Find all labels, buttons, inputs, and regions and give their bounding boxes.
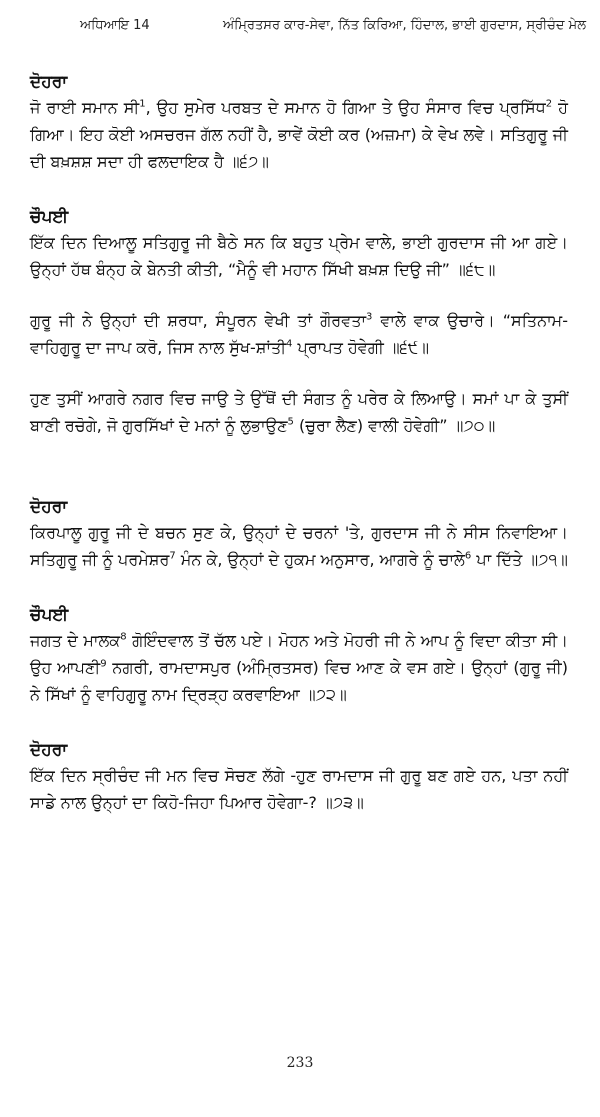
- verse-paragraph: ਹੁਣ ਤੁਸੀਂ ਆਗਰੇ ਨਗਰ ਵਿਚ ਜਾਉ ਤੇ ਉੱਥੋਂ ਦੀ ਸੰਗਤ ਨੂੰ ਪਰੇਰ ਕੇ ਲਿਆਉ। ਸਮਾਂ ਪਾ ਕੇ ਤੁਸੀਂ ਬਾਣੀ ਰਚੋਗੇ, ਜੋ ਗੁਰਸਿੱਖਾਂ ਦੇ ਮਨਾਂ ਨੂੰ ਲੁਭਾਉਣ$^5$ (ਚੁਰਾ ਲੈਣ) ਵਾਲੀ ਹੋਵੇਗੀ” ॥੭੦॥: [30, 389, 568, 435]
- verse-paragraph: ਇੱਕ ਦਿਨ ਦਿਆਲੂ ਸਤਿਗੁਰੂ ਜੀ ਬੈਠੇ ਸਨ ਕਿ ਬਹੁਤ ਪ੍ਰੇਮ ਵਾਲੇ, ਭਾਈ ਗੁਰਦਾਸ ਜੀ ਆ ਗਏ। ਉਨ੍ਹਾਂ ਹੱਥ ਬੰਨ੍ਹ ਕੇ ਬੇਨਤੀ ਕੀਤੀ, “ਮੈਨੂੰ ਵੀ ਮਹਾਨ ਸਿੱਖੀ ਬਖ਼ਸ਼ ਦਿਉ ਜੀ” ॥੬੮॥: [30, 233, 568, 279]
- verse-heading: ਦੋਹਰਾ: [30, 740, 68, 760]
- footnote-marker: 2: [545, 98, 553, 110]
- verse-paragraph: ਜੋ ਰਾਈ ਸਮਾਨ ਸੀ$^1$, ਉਹ ਸੁਮੇਰ ਪਰਬਤ ਦੇ ਸਮਾਨ ਹੋ ਗਿਆ ਤੇ ਉਹ ਸੰਸਾਰ ਵਿਚ ਪ੍ਰਸਿੱਧ$^2$ ਹੋ ਗਿਆ। ਇਹ ਕੋਈ ਅਸਚਰਜ ਗੱਲ ਨਹੀਂ ਹੈ, ਭਾਵੇਂ ਕੋਈ ਕਰ (ਅਜ਼ਮਾ) ਕੇ ਵੇਖ ਲਵੇ। ਸਤਿਗੁਰੂ ਜੀ ਦੀ ਬਖ਼ਸ਼ਸ਼ ਸਦਾ ਹੀ ਫਲਦਾਇਕ ਹੈ ॥੬੭॥: [30, 98, 568, 171]
- verse-section-1: [30, 70, 568, 175]
- footnote-marker: 3: [366, 311, 373, 323]
- verse-heading: ਚੌਪਈ: [30, 605, 69, 625]
- footnote-marker: 4: [286, 338, 293, 350]
- footnote-marker: 5: [287, 416, 294, 428]
- chapter-label: ਅਧਿਆਇ 14: [80, 18, 150, 33]
- footnote-marker: 1: [139, 98, 146, 110]
- page-body: [30, 70, 568, 816]
- running-header: [80, 18, 586, 33]
- verse-paragraph: ਜਗਤ ਦੇ ਮਾਲਕ$^8$ ਗੋਇੰਦਵਾਲ ਤੋਂ ਚੱਲ ਪਏ। ਮੋਹਨ ਅਤੇ ਮੋਹਰੀ ਜੀ ਨੇ ਆਪ ਨੂੰ ਵਿਦਾ ਕੀਤਾ ਸੀ। ਉਹ ਆਪਣੀ$^9$ ਨਗਰੀ, ਰਾਮਦਾਸਪੁਰ (ਅੰਮ੍ਰਿਤਸਰ) ਵਿਚ ਆਣ ਕੇ ਵਸ ਗਏ। ਉਨ੍ਹਾਂ (ਗੁਰੂ ਜੀ) ਨੇ ਸਿੱਖਾਂ ਨੂੰ ਵਾਹਿਗੁਰੂ ਨਾਮ ਦ੍ਰਿੜ੍ਹ ਕਰਵਾਇਆ ॥੭੨॥: [30, 631, 569, 704]
- footnote-marker: 9: [100, 658, 107, 670]
- chapter-topic: ਅੰਮ੍ਰਿਤਸਰ ਕਾਰ-ਸੇਵਾ, ਨਿੱਤ ਕਿਰਿਆ, ਹਿੰਦਾਲ, ਭਾਈ ਗੁਰਦਾਸ, ਸ੍ਰੀਚੰਦ ਮੇਲ: [223, 18, 586, 33]
- verse-heading: ਦੋਹਰਾ: [30, 72, 68, 92]
- verse-heading: ਚੌਪਈ: [30, 207, 69, 227]
- verse-paragraph: ਇੱਕ ਦਿਨ ਸ੍ਰੀਚੰਦ ਜੀ ਮਨ ਵਿਚ ਸੋਚਣ ਲੱਗੇ -ਹੁਣ ਰਾਮਦਾਸ ਜੀ ਗੁਰੂ ਬਣ ਗਏ ਹਨ, ਪਤਾ ਨਹੀਂ ਸਾਡੇ ਨਾਲ ਉਨ੍ਹਾਂ ਦਾ ਕਿਹੋ-ਜਿਹਾ ਪਿਆਰ ਹੋਵੇਗਾ-? ॥੭੩॥: [30, 766, 568, 812]
- verse-paragraph: ਕਿਰਪਾਲੂ ਗੁਰੂ ਜੀ ਦੇ ਬਚਨ ਸੁਣ ਕੇ, ਉਨ੍ਹਾਂ ਦੇ ਚਰਨਾਂ 'ਤੇ, ਗੁਰਦਾਸ ਜੀ ਨੇ ਸੀਸ ਨਿਵਾਇਆ। ਸਤਿਗੁਰੂ ਜੀ ਨੂੰ ਪਰਮੇਸ਼ਰ$^7$ ਮੰਨ ਕੇ, ਉਨ੍ਹਾਂ ਦੇ ਹੁਕਮ ਅਨੁਸਾਰ, ਆਗਰੇ ਨੂੰ ਚਾਲੇ$^6$ ਪਾ ਦਿੱਤੇ ॥੭੧॥: [30, 523, 568, 569]
- page-number: 233: [286, 1055, 314, 1071]
- footnote-marker: 8: [120, 631, 127, 643]
- verse-section-2: [30, 205, 568, 439]
- verse-section-5: [30, 738, 568, 816]
- footnote-marker: 6: [464, 550, 472, 562]
- footnote-marker: 7: [169, 550, 176, 562]
- verse-heading: ਦੋਹਰਾ: [30, 497, 68, 517]
- verse-paragraph: ਗੁਰੂ ਜੀ ਨੇ ਉਨ੍ਹਾਂ ਦੀ ਸ਼ਰਧਾ, ਸੰਪੂਰਨ ਵੇਖੀ ਤਾਂ ਗੌਰਵਤਾ$^3$ ਵਾਲੇ ਵਾਕ ਉਚਾਰੇ। “ਸਤਿਨਾਮ-ਵਾਹਿਗੁਰੂ ਦਾ ਜਾਪ ਕਰੋ, ਜਿਸ ਨਾਲ ਸੁੱਖ-ਸ਼ਾਂਤੀ$^4$ ਪ੍ਰਾਪਤ ਹੋਵੇਗੀ ॥੬੯॥: [30, 311, 568, 357]
- verse-section-4: [30, 603, 568, 708]
- verse-section-3: [30, 495, 568, 573]
